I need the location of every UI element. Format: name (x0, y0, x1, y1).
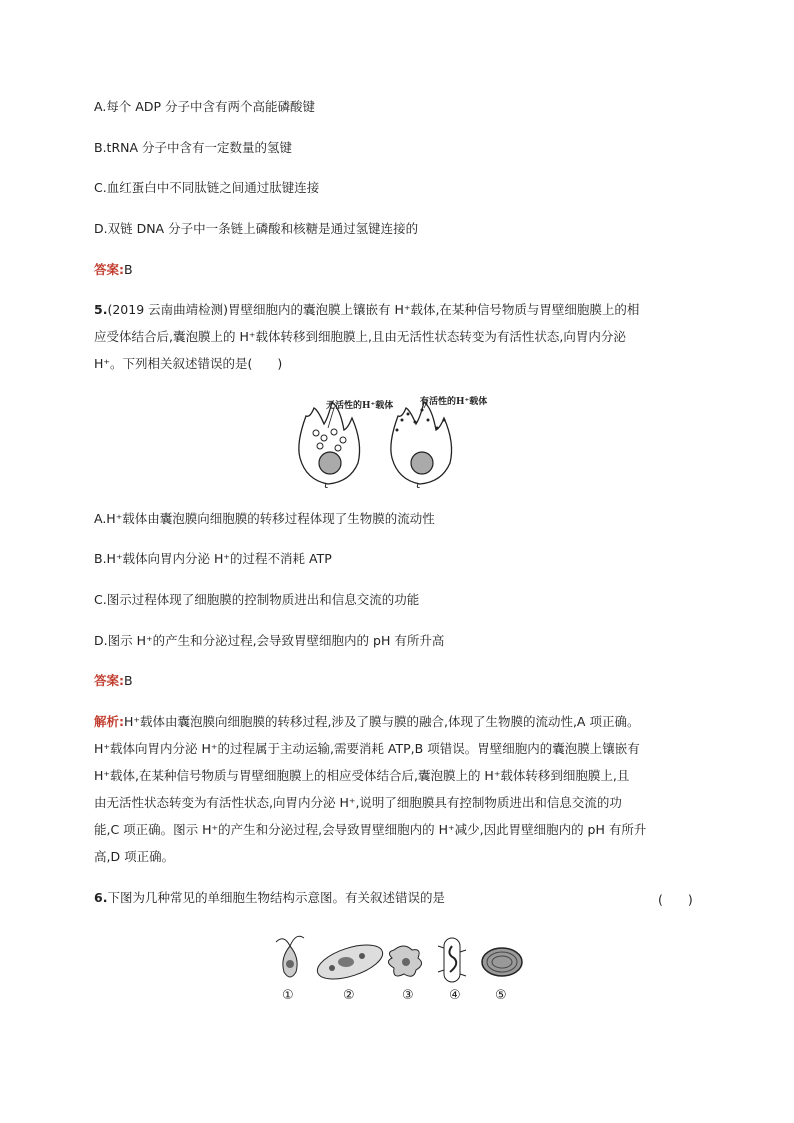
left-cell-nucleus (319, 452, 341, 474)
analysis-line-1 (94, 712, 639, 730)
stem-text: (2019 云南曲靖检测)胃壁细胞内的囊泡膜上镶嵌有 H⁺载体,在某种信号物质与胃壁细胞膜上的相 (107, 302, 640, 317)
answer-value: B (124, 673, 133, 688)
organism-label-1: ① (282, 988, 294, 1003)
analysis-line-4: 由无活性状态转变为有活性状态,向胃内分泌 H⁺,说明了细胞膜具有控制物质进出和信息交流的功 (94, 795, 622, 810)
answer-label: 答案: (94, 262, 124, 277)
analysis-label: 解析: (94, 714, 124, 729)
q4-option-a: A.每个 ADP 分子中含有两个高能磷酸键 (94, 99, 315, 114)
stem-text: 下图为几种常见的单细胞生物结构示意图。有关叙述错误的是 (107, 890, 445, 905)
q5-answer (94, 671, 133, 689)
question-number: 5. (94, 302, 108, 317)
q5-option-a: A.H⁺载体由囊泡膜向细胞膜的转移过程体现了生物膜的流动性 (94, 511, 435, 526)
organism-2-paramecium (313, 938, 386, 986)
organism-3-amoeba (388, 946, 421, 976)
active-carrier-label: 有活性的H⁺载体 (420, 397, 488, 407)
q5-stem-line-2: 应受体结合后,囊泡膜上的 H⁺载体转移到细胞膜上,且由无活性状态转变为有活性状态,向胃内分泌 (94, 329, 626, 344)
q4-option-b: B.tRNA 分子中含有一定数量的氢键 (94, 140, 293, 155)
answer-label: 答案: (94, 673, 124, 688)
q5-option-c: C.图示过程体现了细胞膜的控制物质进出和信息交流的功能 (94, 592, 420, 607)
organism-1-chlamydomonas (276, 936, 304, 977)
single-cell-organisms-diagram (266, 928, 530, 988)
question-number: 6. (94, 890, 108, 905)
q4-answer (94, 260, 133, 278)
organism-label-4: ④ (449, 988, 461, 1003)
right-cell-nucleus (411, 452, 433, 474)
q5-stem-line-1 (94, 300, 639, 318)
answer-value: B (124, 262, 133, 277)
q6-stem (94, 888, 445, 906)
organism-label-2: ② (343, 988, 355, 1003)
organism-label-5: ⑤ (495, 988, 507, 1003)
q5-option-b: B.H⁺载体向胃内分泌 H⁺的过程不消耗 ATP (94, 551, 332, 566)
analysis-line-3: H⁺载体,在某种信号物质与胃壁细胞膜上的相应受体结合后,囊泡膜上的 H⁺载体转移到细胞膜上,且 (94, 768, 630, 783)
q5-cell-figure (288, 388, 508, 488)
analysis-line-2: H⁺载体向胃内分泌 H⁺的过程属于主动运输,需要消耗 ATP,B 项错误。胃壁细胞内的囊泡膜上镶嵌有 (94, 741, 640, 756)
q5-option-d: D.图示 H⁺的产生和分泌过程,会导致胃壁细胞内的 pH 有所升高 (94, 633, 445, 648)
analysis-line-6: 高,D 项正确。 (94, 849, 175, 864)
q4-option-d: D.双链 DNA 分子中一条链上磷酸和核糖是通过氢键连接的 (94, 221, 419, 236)
q6-answer-blank: ( ) (658, 892, 693, 907)
q6-organisms-figure (266, 928, 530, 988)
q5-stem-line-3: H⁺。下列相关叙述错误的是( ) (94, 356, 283, 371)
organism-4-bacterium (438, 938, 466, 982)
analysis-line-5: 能,C 项正确。图示 H⁺的产生和分泌过程,会导致胃壁细胞内的 H⁺减少,因此胃壁细胞内的 pH 有所升 (94, 822, 647, 837)
organism-5-cell (482, 948, 522, 976)
inactive-carrier-label: 无活性的H⁺载体 (326, 401, 394, 411)
organism-label-3: ③ (402, 988, 414, 1003)
q4-option-c: C.血红蛋白中不同肽链之间通过肽键连接 (94, 180, 320, 195)
analysis-text: H⁺载体由囊泡膜向细胞膜的转移过程,涉及了膜与膜的融合,体现了生物膜的流动性,A 项正确。 (124, 714, 640, 729)
